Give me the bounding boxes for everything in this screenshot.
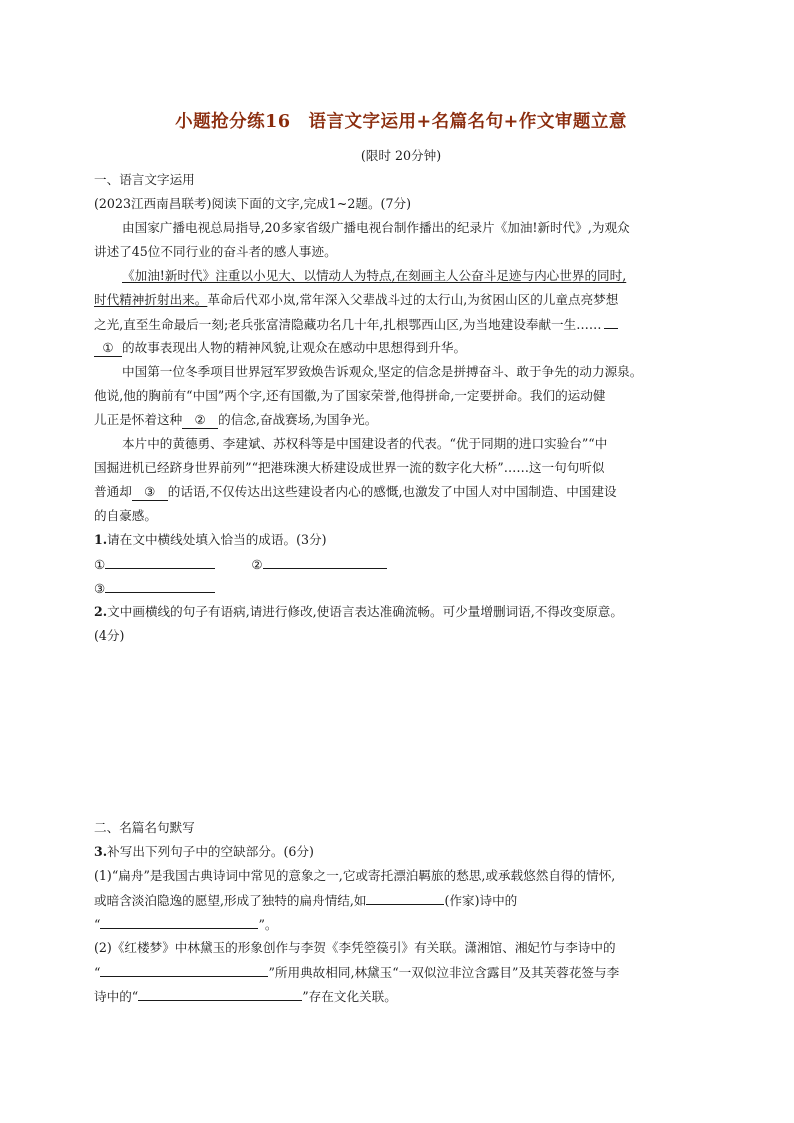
verse-blank-2[interactable] [100,964,268,977]
sub-question-1-line2-b: (作家)诗中的 [444,893,518,908]
passage-p2-line2 [94,292,618,308]
question-2-number: 2. [94,604,108,619]
page-title: 小题抢分练16 语言文字运用+名篇名句+作文审题立意 [175,112,627,132]
passage-p4-line3 [94,484,617,501]
passage-p4-line4: 的自豪感。 [94,508,157,523]
section-2-heading: 二、名篇名句默写 [94,820,195,835]
author-blank[interactable] [366,892,444,905]
sub-question-1-line2-a: 或暗含淡泊隐逸的愿望,形成了独特的扁舟情结,如 [94,893,367,908]
question-1-text: 请在文中横线处填入恰当的成语。(3分) [107,532,327,547]
answer-1-blank[interactable] [105,556,215,569]
verse-blank-3[interactable] [138,988,302,1001]
quote-close: ”。 [258,917,278,932]
answer-1-label: ① [94,557,106,572]
question-2-text: 文中画横线的句子有语病,请进行修改,使语言表达准确流畅。可少量增删词语,不得改变原意。 [107,604,623,619]
passage-p4-line1: 本片中的黄德勇、李建斌、苏权科等是中国建设者的代表。“优于同期的进口实验台”“中 [122,436,608,451]
section-1-heading: 一、语言文字运用 [94,172,195,187]
passage-p4-line2: 国掘进机已经跻身世界前列”“把港珠澳大桥建设成世界一流的数字化大桥”……这一句句听似 [94,460,605,475]
passage-p3-line3-a: 儿正是怀着这种 [94,412,183,427]
quote-open-2: “ [94,965,101,980]
answer-2-label: ② [251,557,263,572]
question-2 [94,604,623,620]
blank-2[interactable]: ② [182,412,218,429]
question-3 [94,844,314,860]
answer-3-blank[interactable] [105,580,215,593]
answer-2-blank[interactable] [263,556,387,569]
sub-question-2-line3 [94,988,397,1005]
passage-p4-line3-a: 普通却 [94,484,132,499]
passage-p2-line2-rest: 革命后代邓小岚,常年深入父辈战斗过的太行山,为贫困山区的儿童点亮梦想 [207,292,619,307]
passage-p2-line4-text: 的故事表现出人物的精神风貌,让观众在感动中思想得到升华。 [122,340,467,355]
sub-question-1-line3 [94,916,278,933]
question-2-score: (4分) [94,628,125,643]
quote-open: “ [94,917,101,932]
passage-p2-underlined-sentence: 《加油!新时代》注重以小见大、以情动人为特点,在刻画主人公奋斗足迹与内心世界的同时, [122,268,627,283]
answer-3-label: ③ [94,581,106,596]
passage-p3-line2: 他说,他的胸前有“中国”两个字,还有国徽,为了国家荣誉,他得拼命,一定要拼命。我们的运动健 [94,388,606,403]
sub-question-1-line2 [94,892,517,909]
passage-source: (2023江西南昌联考)阅读下面的文字,完成1~2题。(7分) [94,196,411,211]
underlined-sentence-end: 时代精神折射出来。 [94,292,208,307]
passage-p2-line3-text: 之光,直至生命最后一刻;老兵张富清隐藏功名几十年,扎根鄂西山区,为当地建设奉献一生…… [94,317,602,332]
sub-question-2-line2-b: ”所用典故相同,林黛玉“一双似泣非泣含露目”及其芙蓉花签与李 [268,965,620,980]
passage-p3-line3-b: 的信念,奋战赛场,为国争光。 [218,412,378,427]
passage-p3-line3 [94,412,377,429]
sub-question-2-line3-a: 诗中的“ [94,989,139,1004]
blank-1[interactable]: ① [94,340,122,357]
sub-question-2-line2 [94,964,619,981]
time-limit: (限时 20分钟) [360,148,442,163]
blank-3[interactable]: ③ [132,484,168,501]
question-1-answers-row1 [94,556,387,573]
question-1-answers-row2 [94,580,215,597]
sub-question-2-line3-b: ”存在文化关联。 [302,989,397,1004]
question-1 [94,532,327,548]
passage-p1-line2: 讲述了45位不同行业的奋斗者的感人事迹。 [94,244,337,259]
passage-p2-line3 [94,316,618,333]
passage-p3-line1: 中国第一位冬季项目世界冠军罗致焕告诉观众,坚定的信念是拼搏奋斗、敢于争先的动力源泉。 [122,364,643,379]
blank-1-start [604,316,618,329]
question-3-text: 补写出下列句子中的空缺部分。(6分) [107,844,314,859]
question-1-number: 1. [94,532,108,547]
verse-blank-1[interactable] [100,916,258,929]
sub-question-2-line1: (2)《红楼梦》中林黛玉的形象创作与李贺《李凭箜篌引》有关联。潇湘馆、湘妃竹与李诗中的 [94,940,616,955]
passage-p1-line1: 由国家广播电视总局指导,20多家省级广播电视台制作播出的纪录片《加油!新时代》,为观众 [122,220,630,235]
passage-p2-line4 [94,340,466,357]
passage-p4-line3-b: 的话语,不仅传达出这些建设者内心的感慨,也激发了中国人对中国制造、中国建设 [167,484,617,499]
sub-question-1-line1: (1)“扁舟”是我国古典诗词中常见的意象之一,它或寄托漂泊羁旅的愁思,或承载悠然自得的情怀, [94,868,616,883]
question-3-number: 3. [94,844,108,859]
